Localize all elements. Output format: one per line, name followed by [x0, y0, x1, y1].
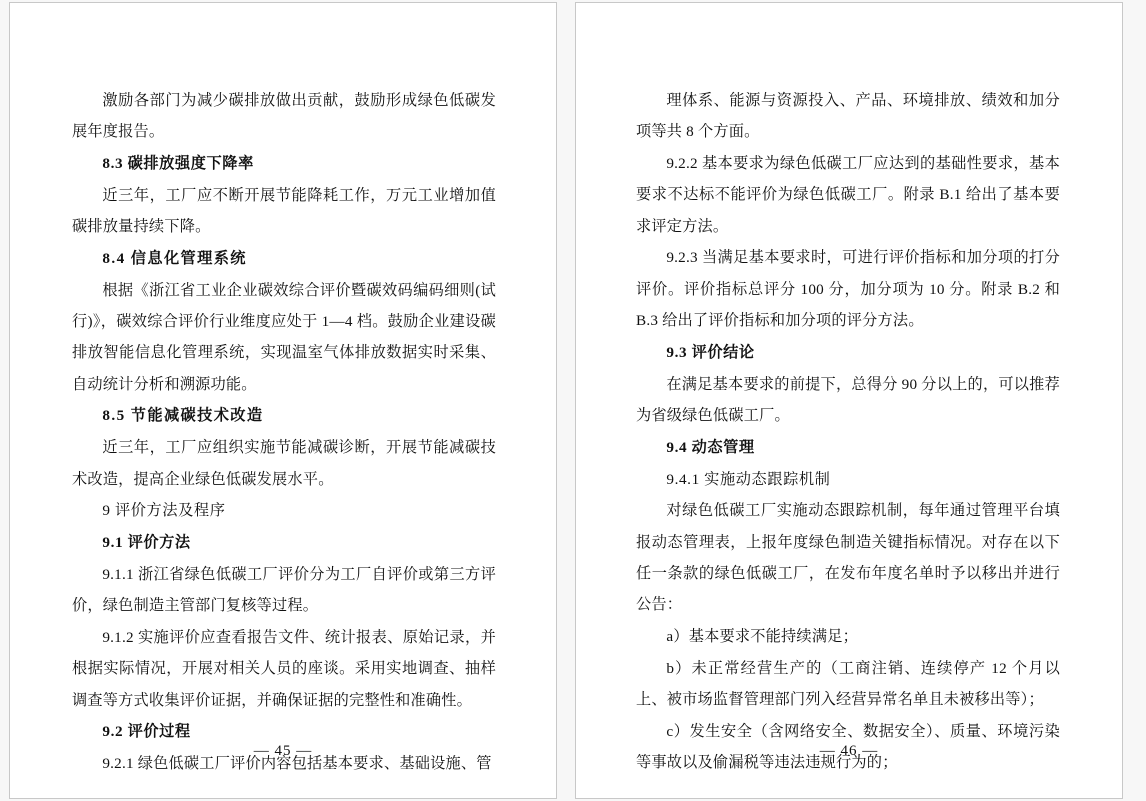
- page-left: [9, 2, 557, 799]
- page-right: [575, 2, 1123, 799]
- paragraph: 根据《浙江省工业企业碳效综合评价暨碳效码编码细则(试行)》，碳效综合评价行业维度应处于 1—4 档。鼓励企业建设碳排放智能信息化管理系统，实现温室气体排放数据实时采集、自动统计分析和溯源功能。: [72, 281, 496, 393]
- section-heading: 9.4 动态管理: [666, 438, 755, 456]
- section-heading: 9.1 评价方法: [102, 534, 191, 552]
- section-heading: 9.2 评价过程: [102, 723, 191, 741]
- paragraph: b）未正常经营生产的（工商注销、连续停产 12 个月以上、被市场监督管理部门列入经营异常名单且未被移出等）；: [636, 659, 1060, 709]
- page-number: — 45 —: [253, 743, 313, 759]
- paragraph: 9.2.1 绿色低碳工厂评价内容包括基本要求、基础设施、管: [102, 755, 492, 773]
- paragraph: 9.2.3 当满足基本要求时，可进行评价指标和加分项的打分评价。评价指标总评分 100 分，加分项为 10 分。附录 B.2 和 B.3 给出了评价指标和加分项的评分方法。: [636, 249, 1060, 330]
- section-heading: 9.4.1 实施动态跟踪机制: [666, 470, 831, 488]
- section-heading: 9.3 评价结论: [666, 343, 755, 361]
- paragraph: c）发生安全（含网络安全、数据安全）、质量、环境污染等事故以及偷漏税等违法违规行为的；: [636, 722, 1060, 772]
- paragraph: 对绿色低碳工厂实施动态跟踪机制，每年通过管理平台填报动态管理表，上报年度绿色制造关键指标情况。对存在以下任一条款的绿色低碳工厂，在发布年度名单时予以移出并进行公告：: [636, 502, 1060, 614]
- paragraph: a）基本要求不能持续满足；: [666, 628, 858, 646]
- section-heading: 9 评价方法及程序: [102, 502, 226, 520]
- section-heading: 8.4 信息化管理系统: [102, 249, 247, 267]
- paragraph: 近三年，工厂应不断开展节能降耗工作，万元工业增加值碳排放量持续下降。: [72, 186, 496, 236]
- paragraph: 理体系、能源与资源投入、产品、环境排放、绩效和加分项等共 8 个方面。: [636, 92, 1060, 141]
- paragraph: 近三年，工厂应组织实施节能减碳诊断，开展节能减碳技术改造，提高企业绿色低碳发展水平。: [72, 439, 496, 488]
- paragraph: 在满足基本要求的前提下，总得分 90 分以上的，可以推荐为省级绿色低碳工厂。: [636, 375, 1060, 424]
- section-heading: 8.5 节能减碳技术改造: [102, 407, 264, 425]
- page-number: — 46 —: [819, 743, 879, 759]
- paragraph: 9.1.2 实施评价应查看报告文件、统计报表、原始记录，并根据实际情况，开展对相关人员的座谈。采用实地调查、抽样调查等方式收集评价证据，并确保证据的完整性和准确性。: [72, 629, 496, 709]
- paragraph: 9.2.2 基本要求为绿色低碳工厂应达到的基础性要求，基本要求不达标不能评价为绿色低碳工厂。附录 B.1 给出了基本要求评定方法。: [636, 155, 1060, 235]
- paragraph: 9.1.1 浙江省绿色低碳工厂评价分为工厂自评价或第三方评价，绿色制造主管部门复核等过程。: [72, 565, 496, 615]
- section-heading: 8.3 碳排放强度下降率: [102, 155, 254, 173]
- paragraph: 激励各部门为减少碳排放做出贡献，鼓励形成绿色低碳发展年度报告。: [72, 92, 496, 141]
